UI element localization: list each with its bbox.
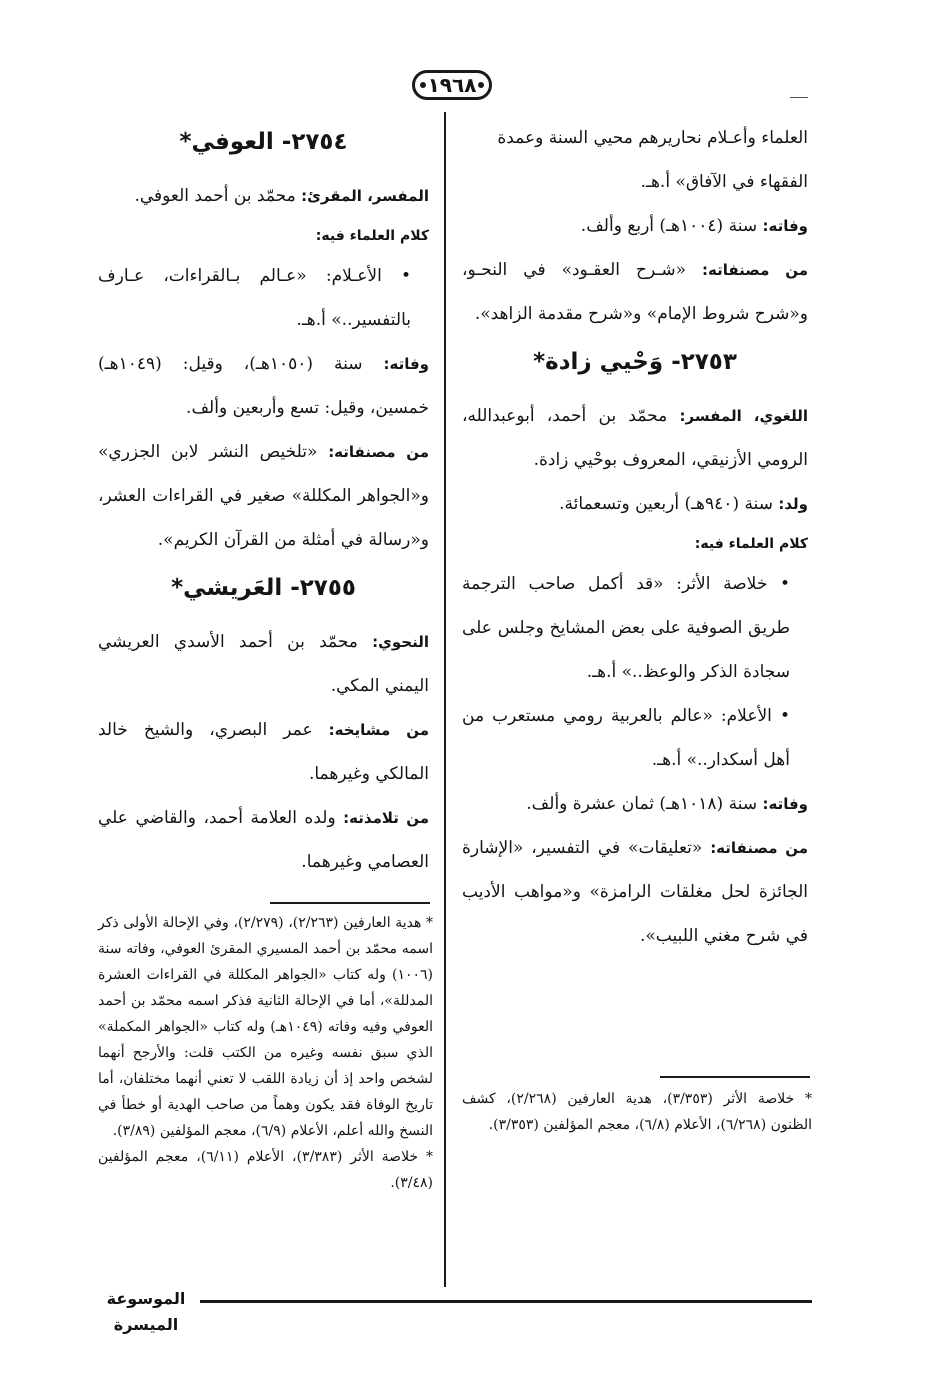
page-number: ١٩٦٨ — [412, 70, 492, 100]
death-text: سنة (١٠١٨هـ) ثمان عشرة وألف. — [526, 794, 763, 814]
intro-paragraph — [98, 174, 429, 218]
birth-paragraph — [462, 482, 808, 526]
intro-text: محمّد بن أحمد الأسدي العريشي اليمني المكي. — [98, 632, 429, 696]
works-label: من مصنفاته: — [710, 839, 809, 857]
footnotes-right — [462, 1086, 812, 1138]
death-label: وفاته: — [383, 355, 429, 373]
corner-mark — [790, 97, 808, 98]
birth-text: سنة (٩٤٠هـ) أربعين وتسعمائة. — [559, 494, 779, 514]
footnotes-left — [98, 910, 433, 1196]
continuation-line: الفقهاء في الآفاق» أ.هـ. — [640, 172, 808, 192]
works-label: من مصنفاته: — [702, 261, 808, 279]
scholars-heading: كلام العلماء فيه: — [315, 228, 429, 244]
intro-label: النحوي: — [372, 633, 429, 651]
footer-title: الموسوعة الميسرة — [106, 1289, 186, 1334]
teachers-paragraph — [98, 708, 429, 796]
birth-label: ولد: — [778, 495, 808, 513]
death-text: سنة (١٠٠٤هـ) أربع وألف. — [580, 216, 763, 236]
works-text: «تلخيص النشر لابن الجزري» و«الجواهر المكللة» صغير في القراءات العشر، و«رسالة في أمثلة من القرآن الكريم». — [98, 442, 429, 550]
scholars-heading: كلام العلماء فيه: — [694, 536, 808, 552]
quote-paragraph: • خلاصة الأثر: «قد أكمل صاحب الترجمة طريق الصوفية على بعض المشايخ وجلس على سجادة الذكر والوعظ..» أ.هـ. — [462, 574, 790, 682]
teachers-label: من مشايخه: — [328, 721, 429, 739]
intro-paragraph — [462, 394, 808, 482]
right-column — [462, 116, 808, 958]
works-text: «تعليقات» في التفسير، «الإشارة الجائزة لحل مغلقات الرامزة» و«مواهب الأديب في شرح مغني اللبيب». — [462, 838, 808, 946]
footnote-rule — [270, 902, 430, 904]
intro-paragraph — [98, 620, 429, 708]
students-label: من تلامذته: — [343, 809, 429, 827]
footnote: * خلاصة الأثر (٣/٣٥٣)، هدية العارفين (٢/٢٦٨)، كشف الظنون (٦/٢٦٨)، الأعلام (٦/٨)، معجم المؤلفين (٣/٣٥٣). — [462, 1091, 812, 1133]
left-column — [98, 116, 429, 884]
death-paragraph — [462, 782, 808, 826]
death-text: سنة (١٠٥٠هـ)، وقيل: (١٠٤٩هـ) خمسين، وقيل: تسع وأربعين وألف. — [98, 354, 429, 418]
entry-title: ٢٧٥٣- وَحْيي زادة* — [533, 349, 737, 375]
intro-text: محمّد بن أحمد العوفي. — [134, 186, 302, 206]
footnote: * خلاصة الأثر (٣/٣٨٣)، الأعلام (٦/١١)، معجم المؤلفين (٣/٤٨). — [98, 1149, 434, 1191]
works-paragraph — [98, 430, 429, 562]
entry-title: ٢٧٥٤- العوفي* — [179, 129, 348, 155]
column-divider — [444, 112, 446, 1287]
works-text: «شـرح العقـود» في النحـو، و«شرح شروط الإمام» و«شرح مقدمة الزاهد». — [462, 260, 808, 324]
intro-label: اللغوي، المفسر: — [679, 407, 809, 425]
continuation-line: العلماء وأعـلام نحاريرهم محيي السنة وعمدة — [497, 128, 808, 148]
quote-paragraph: • الأعلام: «عالم بالعربية رومي مستعرب من أهل أسكدار..» أ.هـ. — [462, 706, 790, 770]
quote-paragraph: • الأعـلام: «عـالم بـالقراءات، عـارف بالتفسير..» أ.هـ. — [98, 266, 411, 330]
students-text: ولده العلامة أحمد، والقاضي علي العصامي وغيرهما. — [98, 808, 429, 872]
students-paragraph — [98, 796, 429, 884]
teachers-text: عمر البصري، والشيخ خالد المالكي وغيرهما. — [98, 720, 429, 784]
intro-text: محمّد بن أحمد، أبوعبدالله، الرومي الأزنيقي، المعروف بوحْيي زادة. — [462, 406, 808, 470]
death-label: وفاته: — [762, 795, 808, 813]
works-label: من مصنفاته: — [328, 443, 429, 461]
works-paragraph — [462, 248, 808, 336]
intro-label: المفسر، المقرئ: — [301, 187, 429, 205]
death-label: وفاته: — [762, 217, 808, 235]
entry-title: ٢٧٥٥- العَريشي* — [171, 575, 356, 601]
footnote: * هدية العارفين (٢/٢٦٣)، (٢/٢٧٩)، وفي الإحالة الأولى ذكر اسمه محمّد بن أحمد المسيري المقرئ العوفي، وفاته سنة (١٠٠٦) وله كتاب «الجواهر المكللة في القراءات العشرة المدللة»، أما في الإحالة الثانية فذكر اسمه محمّد بن أحمد العوفي وفيه وفاته (١٠٤٩هـ) وله كتاب «الجواهر المكملة» الذي سبق نفسه وغيره من الكتب قلت: والأرجح أنهما لشخص واحد إذ أن زيادة اللقب لا تعني أنهما مختلفان، أما تاريخ الوفاة فقد يكون وهماً من صاحب الهدية أو خطأ في النسخ والله أعلم، الأعلام (٦/٩)، معجم المؤلفين (٣/٨٩). — [98, 915, 433, 1139]
footnote-rule — [660, 1076, 810, 1078]
works-paragraph — [462, 826, 808, 958]
death-paragraph — [462, 204, 808, 248]
death-paragraph — [98, 342, 429, 430]
footer-rule — [200, 1300, 812, 1303]
